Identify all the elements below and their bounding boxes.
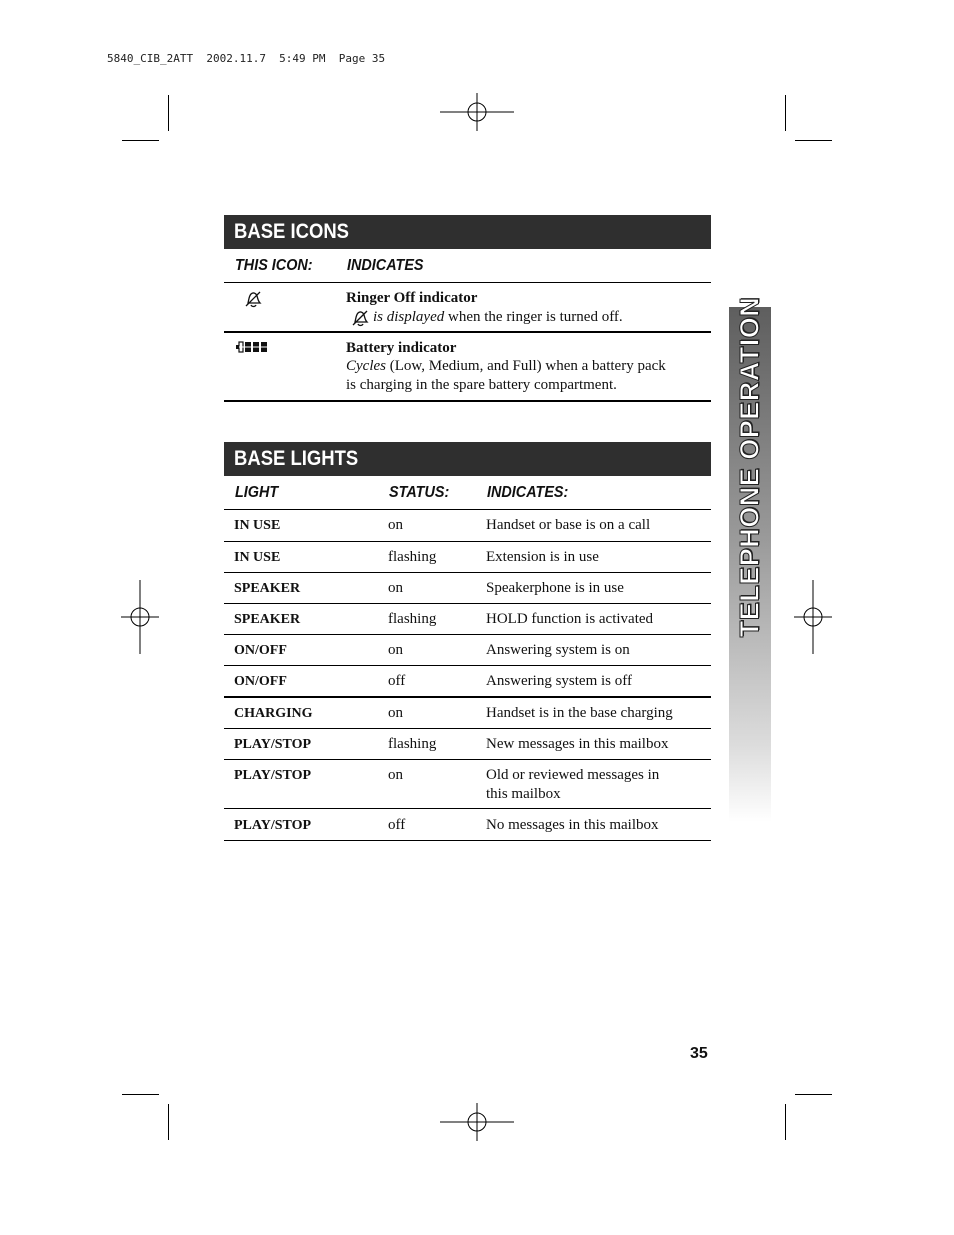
- registration-mark-icon: [776, 580, 850, 654]
- base-lights-title: BASE LIGHTS: [224, 442, 711, 476]
- ringer-off-rest: when the ringer is turned off.: [444, 309, 623, 325]
- table-divider: [224, 696, 711, 698]
- light-indicates: Old or reviewed messages in: [486, 767, 660, 783]
- battery-icon: [236, 340, 268, 354]
- light-name: IN USE: [234, 518, 281, 533]
- table-divider: [224, 572, 711, 573]
- light-status: on: [388, 517, 403, 533]
- crop-mark: [168, 1104, 169, 1140]
- battery-heading: Battery indicator: [346, 340, 457, 356]
- table-divider: [224, 331, 711, 333]
- battery-description-line2: is charging in the spare battery compartment.: [346, 377, 617, 393]
- crop-mark: [785, 95, 786, 131]
- col-header-this-icon: THIS ICON:: [235, 257, 313, 274]
- chapter-side-tab-text: TELEPHONE OPERATION: [734, 296, 765, 638]
- light-status: on: [388, 705, 403, 721]
- light-name: SPEAKER: [234, 581, 301, 596]
- col-header-indicates: INDICATES:: [487, 484, 569, 501]
- crop-mark: [122, 140, 159, 141]
- light-name: ON/OFF: [234, 643, 287, 658]
- table-divider: [224, 541, 711, 542]
- light-status: off: [388, 673, 406, 689]
- light-indicates: Handset is in the base charging: [486, 705, 673, 721]
- ringer-off-icon: [243, 290, 263, 308]
- base-icons-title: BASE ICONS: [224, 215, 711, 249]
- crop-mark: [168, 95, 169, 131]
- page-number: 35: [690, 1045, 708, 1062]
- light-indicates: New messages in this mailbox: [486, 736, 669, 752]
- registration-mark-icon: [103, 580, 177, 654]
- crop-mark: [795, 140, 832, 141]
- crop-mark: [122, 1094, 159, 1095]
- table-divider: [224, 665, 711, 666]
- light-name: PLAY/STOP: [234, 818, 312, 833]
- table-divider: [224, 759, 711, 760]
- ringer-off-italic: is displayed: [373, 309, 445, 325]
- light-indicates: Extension is in use: [486, 549, 599, 565]
- light-status: on: [388, 642, 403, 658]
- light-status: flashing: [388, 549, 437, 565]
- table-divider: [224, 728, 711, 729]
- table-divider: [224, 634, 711, 635]
- light-indicates: Answering system is on: [486, 642, 630, 658]
- col-header-light: LIGHT: [235, 484, 279, 501]
- registration-mark-icon: [440, 75, 514, 149]
- light-name: IN USE: [234, 550, 281, 565]
- table-divider: [224, 282, 711, 283]
- light-indicates: Speakerphone is in use: [486, 580, 624, 596]
- ringer-off-description: [373, 308, 623, 327]
- light-indicates: HOLD function is activated: [486, 611, 654, 627]
- light-status: flashing: [388, 736, 437, 752]
- light-status: on: [388, 767, 403, 783]
- light-indicates: No messages in this mailbox: [486, 817, 659, 833]
- battery-italic: Cycles: [346, 358, 386, 374]
- light-name: ON/OFF: [234, 674, 287, 689]
- table-divider: [224, 509, 711, 510]
- table-divider: [224, 603, 711, 604]
- crop-mark: [795, 1094, 832, 1095]
- col-header-indicates: INDICATES: [347, 257, 424, 274]
- col-header-status: STATUS:: [389, 484, 450, 501]
- ringer-off-heading: Ringer Off indicator: [346, 290, 478, 306]
- light-name: PLAY/STOP: [234, 737, 312, 752]
- light-indicates: Handset or base is on a call: [486, 517, 651, 533]
- light-name: PLAY/STOP: [234, 768, 312, 783]
- table-divider: [224, 400, 711, 402]
- crop-mark: [785, 1104, 786, 1140]
- light-name: CHARGING: [234, 706, 313, 721]
- table-divider: [224, 808, 711, 809]
- print-slug: 5840_CIB_2ATT 2002.11.7 5:49 PM Page 35: [107, 52, 386, 65]
- light-status: on: [388, 580, 403, 596]
- light-indicates: Answering system is off: [486, 673, 632, 689]
- light-status: flashing: [388, 611, 437, 627]
- battery-description: [346, 357, 666, 376]
- registration-mark-icon: [440, 1085, 514, 1159]
- table-divider: [224, 840, 711, 841]
- light-indicates-line2: this mailbox: [486, 786, 561, 802]
- ringer-off-icon: [350, 309, 370, 327]
- battery-rest: (Low, Medium, and Full) when a battery pack: [385, 358, 666, 374]
- light-name: SPEAKER: [234, 612, 301, 627]
- light-status: off: [388, 817, 406, 833]
